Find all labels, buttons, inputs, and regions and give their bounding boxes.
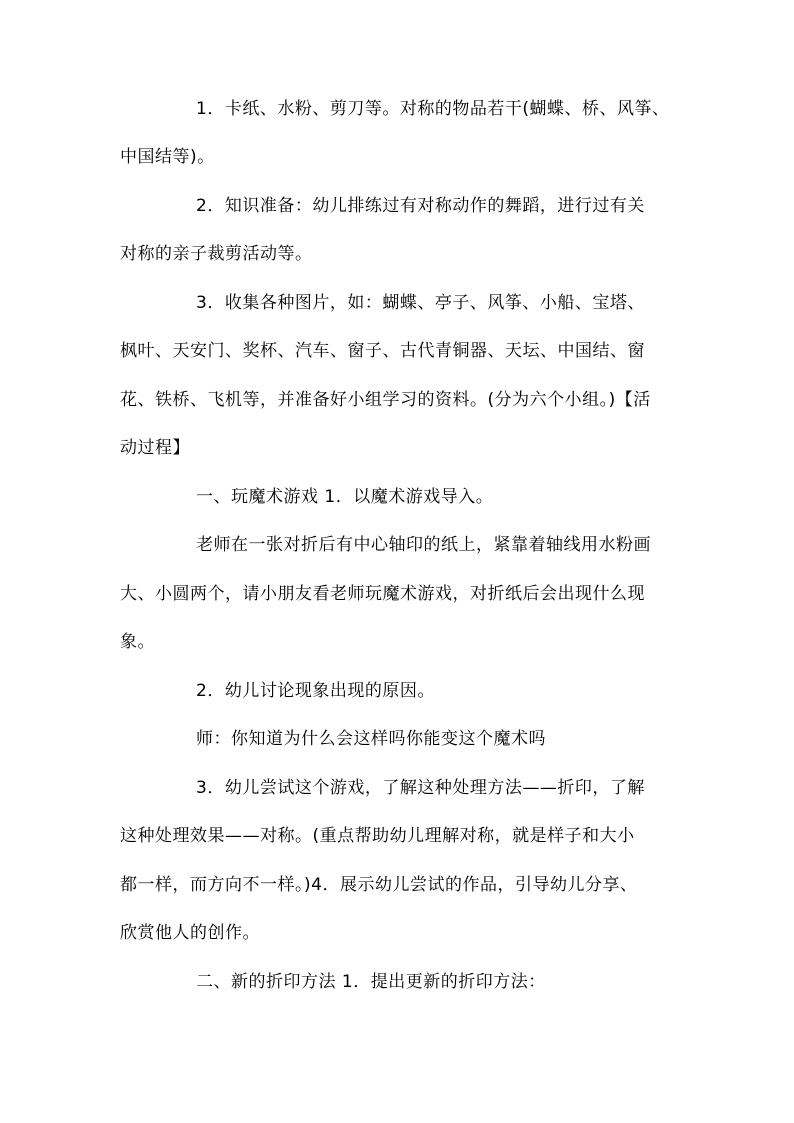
paragraph-line: 花、铁桥、飞机等，并准备好小组学习的资料。(分为六个小组。)【活 [120,390,651,410]
paragraph-line: 2．幼儿讨论现象出现的原因。 [196,681,435,701]
paragraph-line: 这种处理效果——对称。(重点帮助幼儿理解对称，就是样子和大小 [120,826,635,846]
paragraph-line: 对称的亲子裁剪活动等。 [120,244,313,264]
paragraph-line: 枫叶、天安门、奖杯、汽车、窗子、古代青铜器、天坛、中国结、窗 [120,341,645,361]
paragraph-line: 二、新的折印方法 1．提出更新的折印方法： [196,972,546,992]
paragraph-line: 3．幼儿尝试这个游戏，了解这种处理方法——折印，了解 [196,778,645,798]
paragraph-line: 师：你知道为什么会这样吗你能变这个魔术吗 [196,729,546,749]
paragraph-line: 象。 [120,632,155,652]
paragraph-line: 2．知识准备：幼儿排练过有对称动作的舞蹈，进行过有关 [196,196,645,216]
paragraph-line: 中国结等)。 [120,147,215,167]
paragraph-line: 动过程】 [120,438,190,458]
paragraph-line: 3．收集各种图片，如：蝴蝶、亭子、风筝、小船、宝塔、 [196,293,645,313]
paragraph-line: 一、玩魔术游戏 1．以魔术游戏导入。 [196,487,494,507]
paragraph-line: 都一样，而方向不一样。)4．展示幼儿尝试的作品，引导幼儿分享、 [120,875,638,895]
paragraph-line: 大、小圆两个，请小朋友看老师玩魔术游戏，对折纸后会出现什么现 [120,584,645,604]
paragraph-line: 老师在一张对折后有中心轴印的纸上，紧靠着轴线用水粉画 [196,535,651,555]
paragraph-line: 1．卡纸、水粉、剪刀等。对称的物品若干(蝴蝶、桥、风筝、 [196,99,670,119]
paragraph-line: 欣赏他人的创作。 [120,923,260,943]
